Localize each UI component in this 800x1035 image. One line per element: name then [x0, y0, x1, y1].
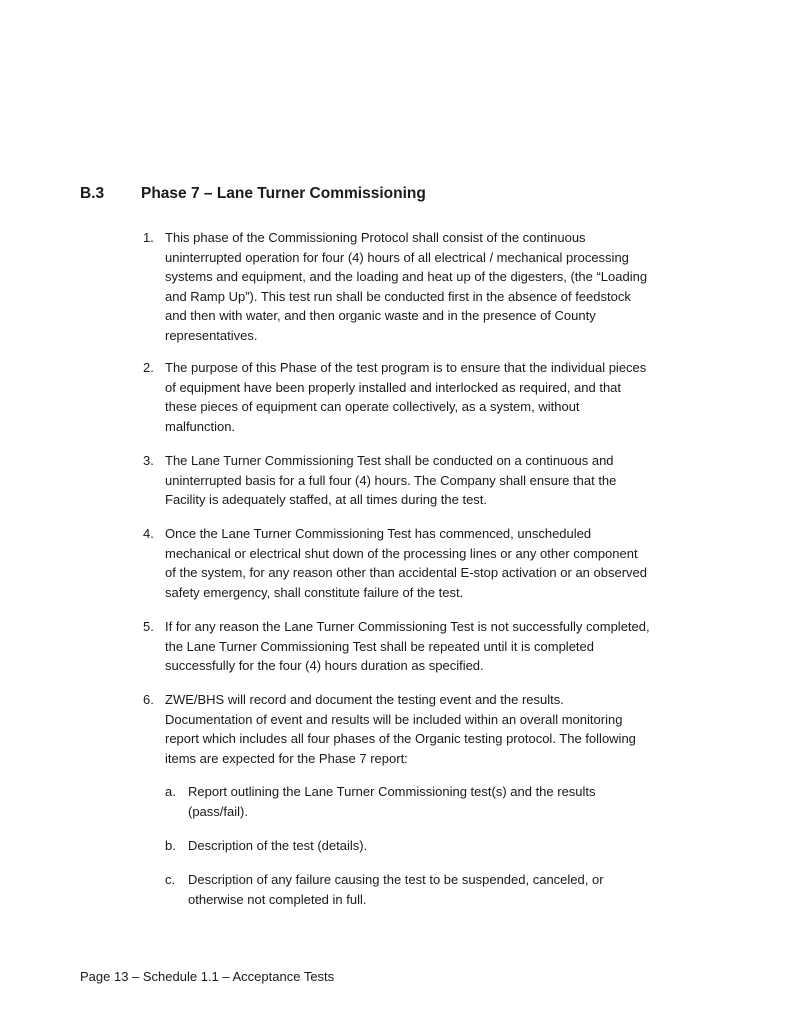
list-number: 6.	[143, 692, 154, 707]
text-line: (pass/fail).	[188, 803, 248, 819]
text-line: of equipment have been properly installed and interlocked as required, and that	[165, 379, 622, 395]
list-text	[165, 524, 647, 602]
text-line: This phase of the Commissioning Protocol shall consist of the continuous	[165, 230, 586, 245]
list-number: 2.	[143, 360, 154, 375]
text-line: Documentation of event and results will be included within an overall monitoring	[165, 711, 623, 727]
text-line: malfunction.	[165, 418, 236, 434]
text-line: safety emergency, shall constitute failure of the test.	[165, 584, 464, 600]
page-footer: Page 13 – Schedule 1.1 – Acceptance Tests	[80, 969, 335, 984]
list-number: 5.	[143, 619, 154, 634]
text-line: these pieces of equipment can operate collectively, as a system, without	[165, 399, 580, 415]
section-number: B.3	[80, 185, 105, 202]
text-line: mechanical or electrical shut down of the processing lines or any other component	[165, 545, 638, 561]
text-line: Once the Lane Turner Commissioning Test has commenced, unscheduled	[165, 526, 592, 541]
text-line: items are expected for the Phase 7 report:	[165, 750, 408, 766]
text-line: The purpose of this Phase of the test program is to ensure that the individual pieces	[165, 360, 647, 375]
text-line: Facility is adequately staffed, at all times during the test.	[165, 492, 488, 508]
section-title: Phase 7 – Lane Turner Commissioning	[141, 185, 426, 202]
text-line: the Lane Turner Commissioning Test shall be repeated until it is completed	[165, 638, 594, 654]
list-number: a.	[165, 784, 176, 799]
list-number: b.	[165, 838, 176, 853]
list-number: 4.	[143, 526, 154, 541]
list-number: c.	[165, 872, 176, 887]
text-line: The Lane Turner Commissioning Test shall be conducted on a continuous and	[165, 453, 614, 468]
text-line: successfully for the four (4) hours duration as specified.	[165, 658, 484, 674]
text-line: and then with water, and then organic waste and in the presence of County	[165, 308, 596, 324]
list-number: 3.	[143, 453, 154, 468]
list-text	[165, 690, 636, 768]
text-line: uninterrupted operation for four (4) hours of all electrical / mechanical processing	[165, 249, 629, 265]
text-line: systems and equipment, and the loading and heat up of the digesters, (the “Loading	[165, 269, 648, 285]
list-text	[165, 358, 646, 436]
text-line: Description of the test (details).	[188, 838, 368, 853]
list-text	[188, 782, 596, 821]
text-line: of the system, for any reason other than accidental E-stop activation or an observed	[165, 565, 647, 581]
text-line: Report outlining the Lane Turner Commissioning test(s) and the results	[188, 784, 596, 799]
text-line: otherwise not completed in full.	[188, 891, 367, 907]
list-text	[165, 228, 647, 346]
list-number: 1.	[143, 230, 154, 245]
list-text	[188, 836, 367, 856]
text-line: report which includes all four phases of the Organic testing protocol. The following	[165, 731, 636, 747]
list-text	[188, 870, 604, 909]
list-text	[165, 451, 616, 510]
text-line: representatives.	[165, 327, 258, 343]
text-line: ZWE/BHS will record and document the testing event and the results.	[165, 692, 564, 707]
text-line: uninterrupted basis for a full four (4) hours. The Company shall ensure that the	[165, 472, 617, 488]
text-line: Description of any failure causing the test to be suspended, canceled, or	[188, 872, 604, 887]
list-text	[165, 617, 650, 676]
text-line: If for any reason the Lane Turner Commissioning Test is not successfully completed,	[165, 619, 650, 634]
text-line: and Ramp Up”). This test run shall be conducted first in the absence of feedstock	[165, 288, 631, 304]
